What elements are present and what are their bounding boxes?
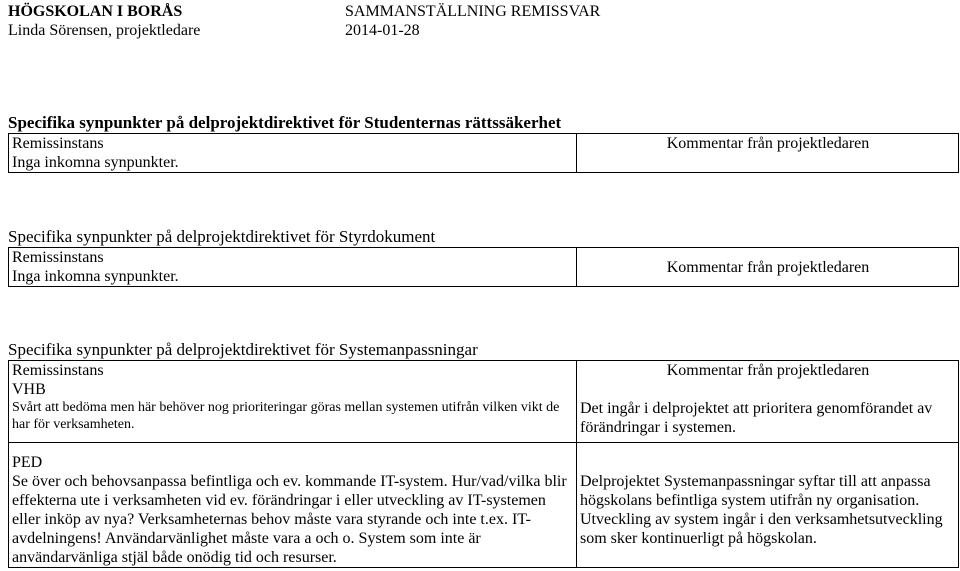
section-title: Specifika synpunkter på delprojektdirektivet för Systemanpassningar [8, 340, 478, 359]
row-text: Se över och behovsanpassa befintliga och ev. kommande IT-system. Hur/vad/vilka blir effekterna ute i verksamheten vid ev. förändringar i eller utveckling av IT-systemen eller inköp av nya? Verksamheternas behov måste vara styrande och inte t.ex. IT-avdelningens! Användarvänlighet måste vara a och o. System som inte är användarvänliga stjäl både onödig tid och resurser. [12, 473, 567, 566]
row-comment: Det ingår i delprojektet att prioritera genomförandet av förändringar i systemen. [580, 400, 933, 436]
row-org: VHB [12, 381, 46, 398]
header-left [8, 2, 200, 40]
cell-kommentar [577, 443, 959, 568]
section-table [8, 247, 959, 287]
section-table [8, 360, 959, 568]
col-header-right: Kommentar från projektledaren [666, 362, 870, 379]
row-comment: Delprojektet Systemanpassningar syftar till att anpassa högskolans befintliga system utifrån ny organisation. Utveckling av system ingår i den verksamhetsutveckling som sker kontinuerligt på högskolan. [580, 473, 943, 547]
cell-remissinstans [9, 443, 577, 568]
section-studenternas [8, 112, 958, 173]
section-title: Specifika synpunkter på delprojektdirektivet för Styrdokument [8, 227, 436, 246]
cell-remissinstans [9, 361, 577, 443]
cell-remissinstans [9, 134, 577, 173]
col-header-right: Kommentar från projektledaren [666, 258, 870, 276]
col-header-left: Remissinstans [12, 249, 104, 266]
person-name: Linda Sörensen, projektledare [8, 22, 201, 39]
section-table [8, 133, 959, 173]
cell-text: Inga inkomna synpunkter. [12, 154, 179, 171]
cell-remissinstans [9, 248, 577, 287]
doc-date: 2014-01-28 [345, 22, 420, 39]
row-text: Svårt att bedöma men här behöver nog prioriteringar göras mellan systemen utifrån vilken vikt de har för verksamheten. [12, 400, 560, 432]
section-styrdokument [8, 226, 958, 287]
cell-kommentar [577, 361, 959, 443]
org-name: HÖGSKOLAN I BORÅS [8, 3, 183, 20]
section-systemanpassningar [8, 339, 958, 568]
row-org: PED [12, 454, 43, 471]
section-title: Specifika synpunkter på delprojektdirektivet för Studenternas rättssäkerhet [8, 113, 562, 132]
col-header-right: Kommentar från projektledaren [666, 135, 870, 152]
cell-kommentar [577, 134, 959, 173]
col-header-left: Remissinstans [12, 362, 104, 379]
cell-kommentar [577, 248, 959, 287]
header-right [345, 2, 600, 40]
col-header-left: Remissinstans [12, 135, 104, 152]
doc-title: SAMMANSTÄLLNING REMISSVAR [345, 3, 601, 20]
cell-text: Inga inkomna synpunkter. [12, 268, 179, 285]
